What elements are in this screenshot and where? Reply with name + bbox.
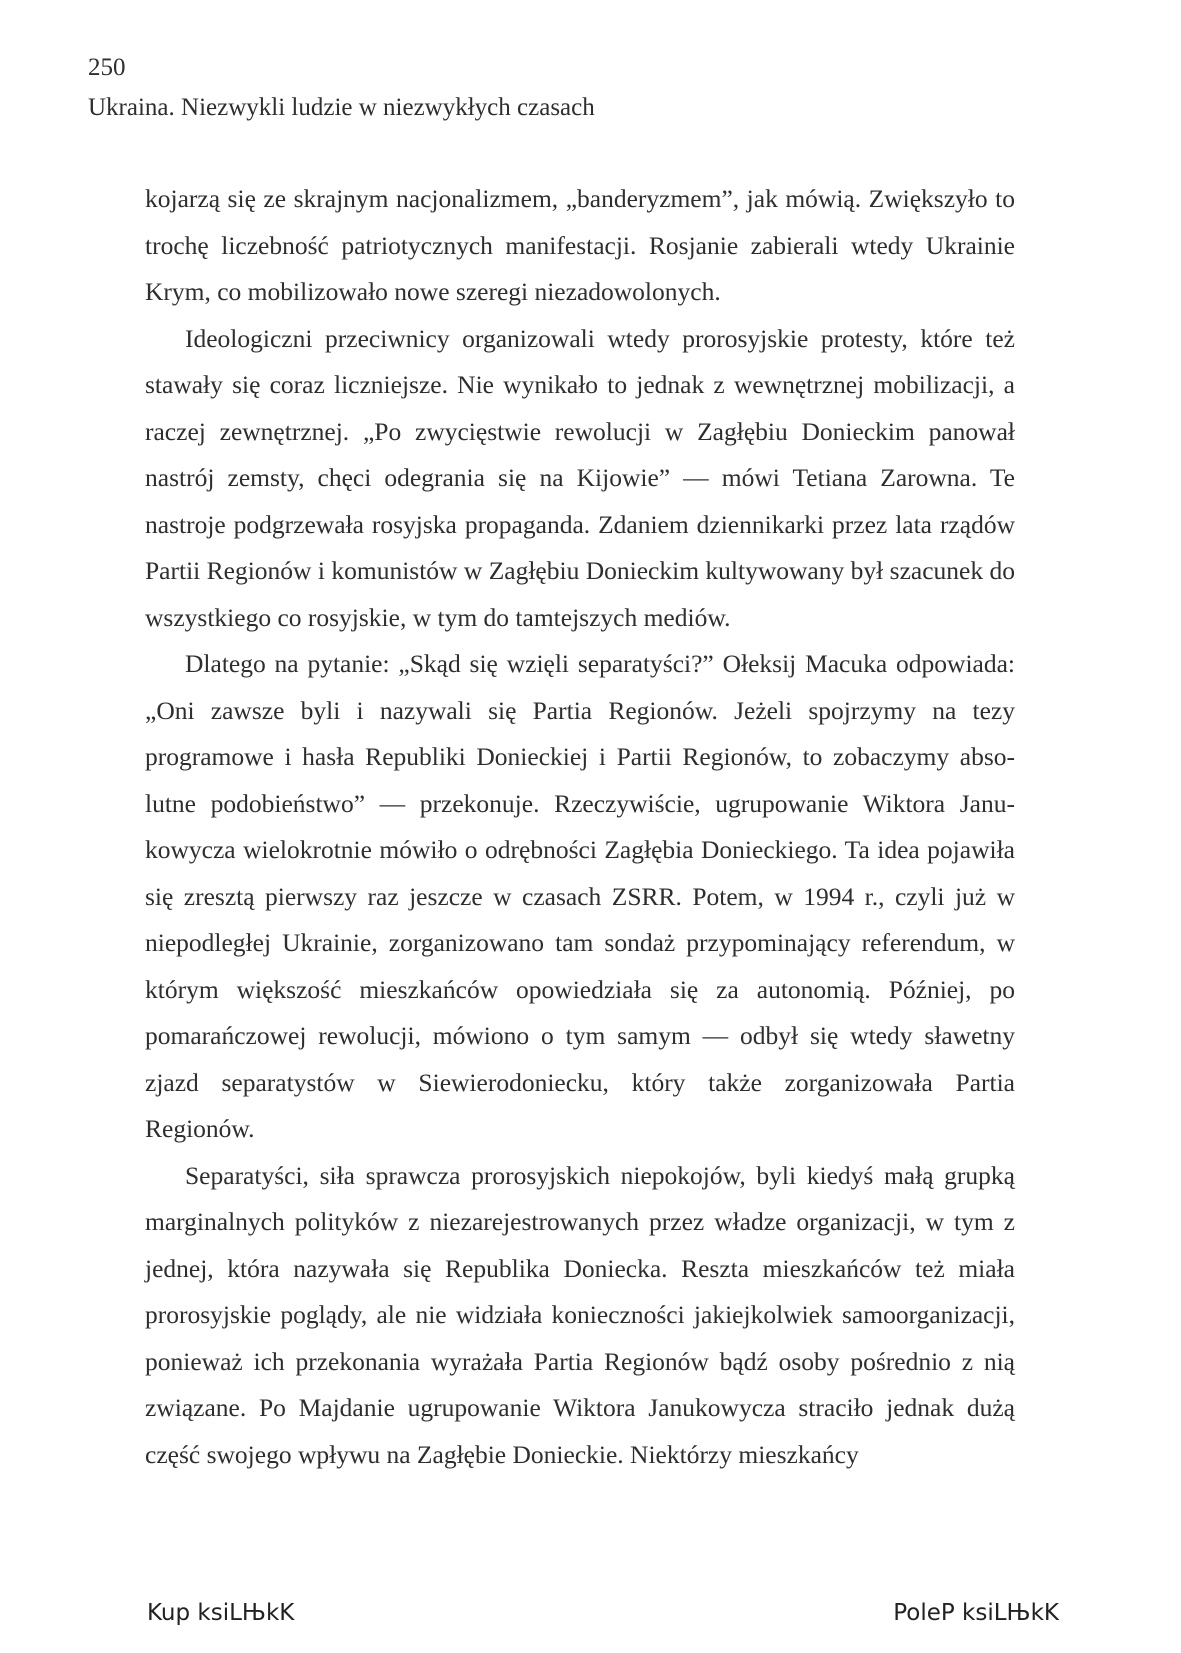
body-text — [145, 176, 1015, 1478]
paragraph-2: Ideologiczni przeciwnicy organizowali wtedy prorosyjskie protesty, które też stawały się coraz liczniejsze. Nie wynikało to jednak z wewnętrznej mobilizacji, a raczej zewnętrznej. „Po zwycięstwie rewolucji w Zagłębiu Donieckim panował nastrój zemsty, chęci odegrania się na Kijowie” — mówi Tetiana Zarowna. Te nastroje podgrzewała rosyjska propaganda. Zdaniem dziennikarki przez lata rządów Partii Regionów i komunistów w Zagłębiu Donieckim kultywowany był szacunek do wszystkiego co rosyjskie, w tym do tamtejszych mediów. — [145, 323, 1015, 632]
paragraph-3: Dlatego na pytanie: „Skąd się wzięli separatyści?” Ołeksij Macuka odpowiada: „Oni zawsze byli i nazywali się Partia Regionów. Jeżeli spojrzymy na tezy programowe i hasła Republiki Donieckiej i Partii Regionów, to zobaczymy absolutne podobieństwo” — przekonuje. Rzeczywiście, ugrupowanie Wiktora Janukowycza wielokrotnie mówiło o odrębności Zagłębia Donieckiego. Ta idea pojawiła się zresztą pierwszy raz jeszcze w czasach ZSRR. Potem, w 1994 r., czyli już w niepodległej Ukrainie, zorganizowano tam sondaż przypominający referendum, w którym większość mieszkańców opowiedziała się za autonomią. Później, po pomarańczowej rewolucji, mówiono o tym samym — odbył się wtedy sławetny zjazd separatystów w Siewierodoniecku, który także zorganizowała Partia Regionów. — [145, 649, 1015, 1143]
recommend-book-link[interactable]: PoleP ksiLЊkK — [893, 1600, 1059, 1626]
paragraph-1: kojarzą się ze skrajnym nacjonalizmem, „banderyzmem”, jak mówią. Zwiększyło to trochę liczebność patriotycznych manifestacji. Rosjanie zabierali wtedy Ukrainie Krym, co mobilizowało nowe szeregi niezadowolonych. — [145, 184, 1015, 306]
buy-book-link[interactable]: Kup ksiLЊkK — [147, 1600, 295, 1626]
running-title: Ukraina. Niezwykli ludzie w niezwykłych czasach — [88, 94, 595, 121]
page-number: 250 — [88, 54, 126, 81]
paragraph-4: Separatyści, siła sprawcza prorosyjskich niepokojów, byli kiedyś małą grupką marginalnych polityków z niezarejestrowanych przez władze organizacji, w tym z jednej, która nazywała się Republika Doniecka. Reszta mieszkańców też miała prorosyjskie poglądy, ale nie widziała konieczności jakiejkolwiek samoorganizacji, ponieważ ich przekonania wyrażała Partia Regionów bądź osoby pośrednio z nią związane. Po Majdanie ugrupowanie Wiktora Janukowycza straciło jednak dużą część swojego wpływu na Zagłębie Donieckie. Niektórzy mieszkańcy — [145, 1160, 1015, 1469]
